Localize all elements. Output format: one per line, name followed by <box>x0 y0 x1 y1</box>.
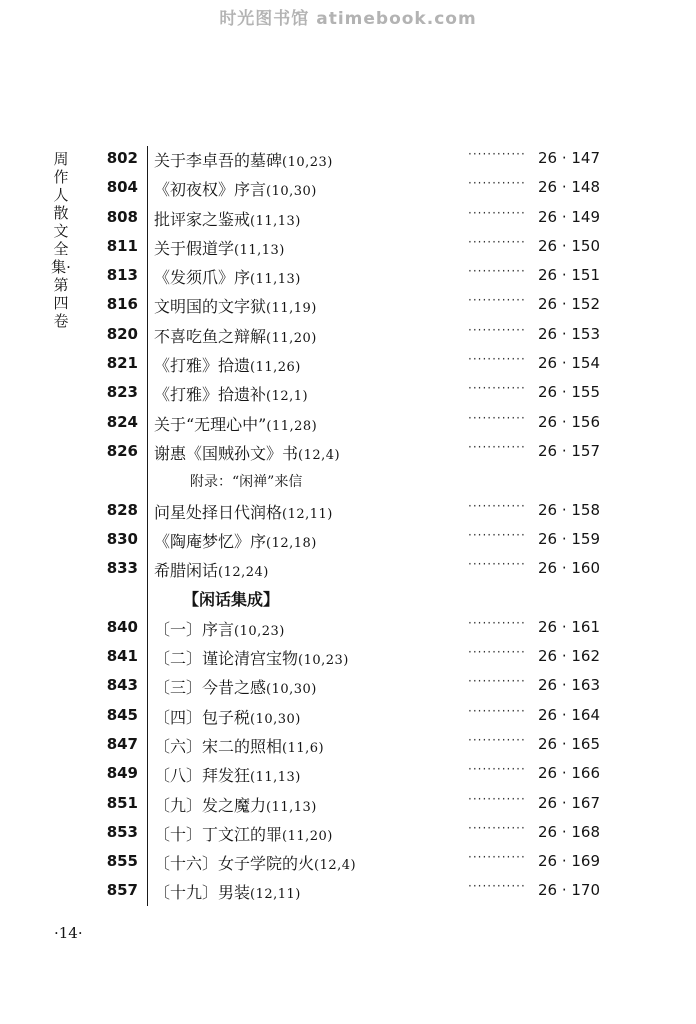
leader-dots: ············ <box>468 732 526 747</box>
entry-title-group <box>154 500 333 523</box>
entry-title: 〔八〕拜发狂 <box>154 766 251 786</box>
entry-page-number: 843 <box>106 676 138 695</box>
entry-page-number: 808 <box>106 207 138 226</box>
entry-page-number: 828 <box>106 500 138 519</box>
leader-dots: ············ <box>468 703 526 718</box>
entry-page-number: 851 <box>106 793 138 812</box>
entry-title-group <box>154 763 301 786</box>
leader-dots: ············ <box>468 293 526 308</box>
leader-dots: ············ <box>468 234 526 249</box>
toc-entry <box>0 321 696 350</box>
entry-title-group <box>154 382 308 405</box>
entry-page-number: 845 <box>106 705 138 724</box>
entry-title-group <box>154 851 356 874</box>
toc-entry <box>0 731 696 760</box>
entry-title-group <box>154 734 324 757</box>
entry-title-group <box>154 675 317 698</box>
entry-volume-ref: 26 · 147 <box>538 149 601 167</box>
toc-entry <box>0 819 696 848</box>
toc-entry <box>0 233 696 262</box>
leader-dots: ············ <box>468 322 526 337</box>
entry-date: (11,20) <box>282 828 333 844</box>
toc-entry <box>0 790 696 819</box>
entry-date: (10,30) <box>266 682 317 698</box>
entry-title-group <box>154 265 301 288</box>
entry-title: 希腊闲话 <box>154 561 219 581</box>
entry-volume-ref: 26 · 151 <box>538 266 601 285</box>
leader-dots: ············ <box>468 762 526 777</box>
entry-date: (10,23) <box>282 155 333 170</box>
leader-dots: ············ <box>468 674 526 689</box>
entry-title: 关于李卓吾的墓碑 <box>154 151 283 170</box>
entry-page-number: 802 <box>106 149 138 167</box>
entry-date: (10,30) <box>266 184 317 200</box>
entry-title-group <box>154 705 301 728</box>
entry-page-number: 841 <box>106 647 138 666</box>
entry-date: (12,4) <box>298 447 341 463</box>
entry-date: (11,13) <box>266 799 317 815</box>
entry-date: (11,20) <box>266 330 317 346</box>
page-number: ·14· <box>54 924 83 942</box>
entry-title-group <box>154 148 333 171</box>
entry-volume-ref: 26 · 163 <box>538 676 601 695</box>
entry-page-number: 811 <box>106 236 138 255</box>
toc-entry <box>0 526 696 555</box>
entry-title-group <box>154 177 317 200</box>
toc-entry <box>0 350 696 379</box>
toc-entry <box>0 555 696 584</box>
leader-dots: ············ <box>468 176 526 191</box>
entry-date: (11,26) <box>250 360 301 376</box>
entry-page-number: 853 <box>106 822 138 841</box>
entry-title: 问星处择日代润格 <box>154 502 283 522</box>
entry-page-number: 813 <box>106 266 138 285</box>
entry-title-group <box>154 880 301 903</box>
leader-dots: ············ <box>468 352 526 367</box>
entry-volume-ref: 26 · 157 <box>538 441 601 460</box>
entry-volume-ref: 26 · 154 <box>538 354 601 373</box>
entry-volume-ref: 26 · 169 <box>538 852 601 871</box>
leader-dots: ············ <box>468 615 526 630</box>
toc-entry <box>0 145 696 174</box>
entry-title: 〔六〕宋二的照相 <box>154 736 283 756</box>
leader-dots: ············ <box>468 381 526 396</box>
entry-volume-ref: 26 · 166 <box>538 764 601 783</box>
entry-page-number: 826 <box>106 441 138 460</box>
entry-page-number: 804 <box>106 178 138 197</box>
entry-volume-ref: 26 · 152 <box>538 295 601 314</box>
toc-entry <box>0 497 696 526</box>
entry-title: 《初夜权》序言 <box>154 180 267 200</box>
entry-title: 〔十〕丁文江的罪 <box>154 824 283 844</box>
entry-title-group <box>154 294 317 317</box>
entry-title: 〔四〕包子税 <box>154 707 251 727</box>
entry-title-group <box>154 207 301 230</box>
entry-volume-ref: 26 · 160 <box>538 559 601 578</box>
toc-entry <box>0 438 696 467</box>
entry-title-group <box>154 353 301 376</box>
entry-date: (12,24) <box>218 565 269 581</box>
side-running-title: 周作人散文全集·第四卷 <box>51 150 71 330</box>
entry-date: (12,1) <box>266 389 309 405</box>
entry-title-group <box>154 412 317 435</box>
entry-title-group <box>154 617 285 640</box>
entry-volume-ref: 26 · 167 <box>538 793 601 812</box>
toc-entry <box>0 760 696 789</box>
entry-title: 关于“无理心中” <box>154 414 267 434</box>
entry-title: 《陶庵梦忆》序 <box>154 531 267 551</box>
entry-volume-ref: 26 · 162 <box>538 647 601 666</box>
toc-section-row <box>0 584 696 613</box>
entry-date: (12,4) <box>314 858 357 874</box>
entry-date: (10,30) <box>250 711 301 727</box>
entry-page-number: 821 <box>106 354 138 373</box>
toc-entry <box>0 174 696 203</box>
entry-title: 〔二〕谨论清宫宝物 <box>154 649 299 669</box>
entry-title-group <box>154 441 340 464</box>
toc-entry <box>0 291 696 320</box>
entry-volume-ref: 26 · 158 <box>538 500 601 519</box>
leader-dots: ············ <box>468 791 526 806</box>
toc-entry <box>0 614 696 643</box>
entry-date: (11,13) <box>250 213 301 229</box>
entry-title-group <box>154 822 333 845</box>
entry-page-number: 820 <box>106 324 138 343</box>
leader-dots: ············ <box>468 645 526 660</box>
entry-title-group <box>154 646 349 669</box>
leader-dots: ············ <box>468 439 526 454</box>
entry-title: 〔十九〕男装 <box>154 883 251 903</box>
entry-page-number: 830 <box>106 529 138 548</box>
entry-title-group <box>154 324 317 347</box>
entry-date: (12,11) <box>250 887 301 903</box>
entry-title-group <box>154 793 317 816</box>
entry-date: (12,18) <box>266 535 317 551</box>
entry-page-number: 824 <box>106 412 138 431</box>
entry-title: 《打雅》拾遗补 <box>154 385 267 405</box>
toc-entry <box>0 409 696 438</box>
entry-page-number: 833 <box>106 559 138 578</box>
entry-title: 《发须爪》序 <box>154 268 251 288</box>
watermark: 时光图书馆 atimebook.com <box>219 9 477 29</box>
entry-title: 《打雅》拾遗 <box>154 356 251 376</box>
entry-title: 不喜吃鱼之辩解 <box>154 326 267 346</box>
entry-volume-ref: 26 · 156 <box>538 412 601 431</box>
entry-date: (11,13) <box>250 272 301 288</box>
entry-title: 〔九〕发之魔力 <box>154 795 267 815</box>
leader-dots: ············ <box>468 820 526 835</box>
leader-dots: ············ <box>468 527 526 542</box>
entry-title: 〔十六〕女子学院的火 <box>154 854 315 874</box>
toc-entry <box>0 262 696 291</box>
entry-title-group <box>154 529 317 552</box>
leader-dots: ············ <box>468 879 526 894</box>
leader-dots: ············ <box>468 498 526 513</box>
leader-dots: ············ <box>468 850 526 865</box>
leader-dots: ············ <box>468 205 526 220</box>
entry-title-group <box>154 558 269 581</box>
entry-volume-ref: 26 · 170 <box>538 881 601 900</box>
entry-volume-ref: 26 · 155 <box>538 383 601 402</box>
entry-volume-ref: 26 · 168 <box>538 822 601 841</box>
entry-title: 批评家之鉴戒 <box>154 209 251 229</box>
entry-volume-ref: 26 · 150 <box>538 236 601 255</box>
entry-volume-ref: 26 · 165 <box>538 734 601 753</box>
toc-list <box>0 145 696 907</box>
entry-volume-ref: 26 · 148 <box>538 178 601 197</box>
entry-page-number: 840 <box>106 617 138 636</box>
leader-dots: ············ <box>468 147 526 161</box>
entry-volume-ref: 26 · 159 <box>538 529 601 548</box>
entry-page-number: 857 <box>106 881 138 900</box>
entry-title: 关于假道学 <box>154 238 235 258</box>
entry-date: (10,23) <box>298 653 349 669</box>
entry-date: (11,13) <box>234 242 285 258</box>
toc-entry <box>0 848 696 877</box>
entry-title: 〔一〕序言 <box>154 619 235 639</box>
toc-appendix-row <box>0 467 696 496</box>
entry-title-group <box>154 236 285 259</box>
entry-date: (11,19) <box>266 301 317 317</box>
entry-date: (11,6) <box>282 740 325 756</box>
appendix-label: 附录：“闲禅”来信 <box>190 474 303 491</box>
entry-date: (10,23) <box>234 623 285 639</box>
leader-dots: ············ <box>468 557 526 572</box>
entry-volume-ref: 26 · 161 <box>538 617 601 636</box>
toc-entry <box>0 672 696 701</box>
leader-dots: ············ <box>468 410 526 425</box>
toc-entry <box>0 877 696 906</box>
entry-date: (11,13) <box>250 770 301 786</box>
entry-volume-ref: 26 · 153 <box>538 324 601 343</box>
toc-entry <box>0 379 696 408</box>
toc-entry <box>0 204 696 233</box>
entry-title: 〔三〕今昔之感 <box>154 678 267 698</box>
entry-date: (12,11) <box>282 506 333 522</box>
entry-page-number: 847 <box>106 734 138 753</box>
entry-volume-ref: 26 · 149 <box>538 207 601 226</box>
entry-title: 谢惠《国贼孙文》书 <box>154 443 299 463</box>
leader-dots: ············ <box>468 264 526 279</box>
entry-page-number: 855 <box>106 852 138 871</box>
entry-title: 文明国的文字狱 <box>154 297 267 317</box>
entry-page-number: 849 <box>106 764 138 783</box>
entry-page-number: 823 <box>106 383 138 402</box>
section-heading: 【闲话集成】 <box>183 590 280 610</box>
toc-entry <box>0 702 696 731</box>
entry-date: (11,28) <box>266 418 318 434</box>
entry-volume-ref: 26 · 164 <box>538 705 601 724</box>
toc-entry <box>0 643 696 672</box>
entry-page-number: 816 <box>106 295 138 314</box>
